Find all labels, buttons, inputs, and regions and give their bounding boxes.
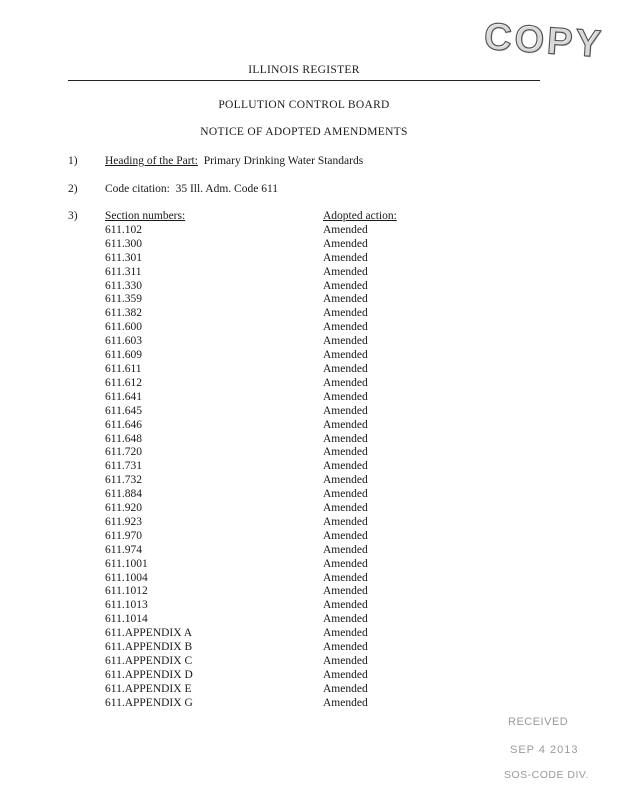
section-number: 611.970 (105, 529, 142, 542)
section-numbers-header: Section numbers: (105, 210, 186, 222)
adopted-action: Amended (323, 446, 368, 459)
section-number: 611.330 (105, 279, 142, 292)
section-number: 611.648 (105, 432, 142, 445)
section-number: 611.600 (105, 321, 142, 334)
adopted-action: Amended (323, 390, 368, 403)
section-number: 611.301 (105, 251, 142, 264)
section-number: 611.1013 (105, 599, 148, 612)
section-number: 611.APPENDIX B (105, 641, 193, 654)
section-list (105, 224, 193, 711)
item-label: Code citation: (105, 183, 170, 195)
notice-title: NOTICE OF ADOPTED AMENDMENTS (200, 126, 408, 138)
adopted-action: Amended (323, 557, 368, 570)
item-number: 1) (68, 155, 78, 167)
adopted-action: Amended (323, 223, 368, 236)
item-number: 3) (68, 210, 78, 222)
section-number: 611.311 (105, 265, 142, 278)
section-number: 611.300 (105, 237, 142, 250)
received-date: SEP 4 2013 (510, 744, 579, 756)
copy-stamp: COPY (482, 15, 606, 67)
adopted-action: Amended (323, 432, 368, 445)
section-number: 611.APPENDIX C (105, 655, 193, 667)
item-label: Heading of the Part: (105, 155, 198, 167)
section-number: 611.603 (105, 335, 142, 348)
adopted-action: Amended (323, 376, 368, 389)
section-number: 611.720 (105, 446, 142, 459)
adopted-action: Amended (323, 335, 368, 348)
section-number: 611.102 (105, 223, 142, 236)
adopted-action-header: Adopted action: (323, 210, 397, 222)
section-number: 611.1012 (105, 585, 148, 598)
adopted-action: Amended (323, 585, 368, 598)
section-number: 611.APPENDIX E (105, 682, 192, 695)
adopted-action: Amended (323, 668, 368, 681)
section-number: 611.382 (105, 307, 142, 320)
section-number: 611.884 (105, 488, 142, 501)
item-value: 35 Ill. Adm. Code 611 (175, 183, 279, 195)
adopted-action: Amended (323, 641, 368, 654)
adopted-action: Amended (323, 460, 368, 473)
section-number: 611.732 (105, 474, 142, 487)
section-number: 611.609 (105, 349, 142, 362)
received-stamp: RECEIVED (508, 716, 569, 728)
adopted-action: Amended (323, 571, 368, 584)
section-number: 611.612 (105, 376, 142, 389)
adopted-action: Amended (323, 655, 368, 667)
adopted-action: Amended (323, 349, 368, 362)
section-number: 611.923 (105, 515, 142, 528)
section-number: 611.974 (105, 543, 142, 556)
received-office: SOS-CODE DIV. (504, 769, 589, 781)
section-number: 611.1014 (105, 613, 148, 626)
adopted-action: Amended (323, 613, 368, 626)
section-number: 611.611 (105, 362, 142, 375)
item-number: 2) (68, 183, 78, 195)
header-rule (68, 80, 540, 81)
board-name: POLLUTION CONTROL BOARD (218, 99, 390, 111)
adopted-action: Amended (323, 307, 368, 320)
section-number: 611.645 (105, 404, 142, 417)
section-number: 611.920 (105, 502, 142, 515)
adopted-action: Amended (323, 237, 368, 250)
adopted-action: Amended (323, 627, 368, 640)
adopted-action: Amended (323, 502, 368, 515)
adopted-action: Amended (323, 418, 368, 431)
action-list (323, 224, 397, 711)
register-title: ILLINOIS REGISTER (248, 64, 360, 76)
adopted-action: Amended (323, 321, 368, 334)
adopted-action: Amended (323, 474, 368, 487)
section-number: 611.APPENDIX A (105, 627, 193, 640)
adopted-action: Amended (323, 696, 368, 709)
adopted-action: Amended (323, 543, 368, 556)
section-number: 611.1001 (105, 557, 148, 570)
adopted-action: Amended (323, 265, 368, 278)
adopted-action: Amended (323, 279, 368, 292)
adopted-action: Amended (323, 682, 368, 695)
item-value: Primary Drinking Water Standards (203, 155, 364, 167)
adopted-action: Amended (323, 362, 368, 375)
adopted-action: Amended (323, 515, 368, 528)
section-number: 611.359 (105, 293, 142, 306)
adopted-action: Amended (323, 404, 368, 417)
section-number: 611.APPENDIX D (105, 668, 193, 681)
section-number: 611.646 (105, 418, 142, 431)
adopted-action: Amended (323, 488, 368, 501)
adopted-action: Amended (323, 293, 368, 306)
section-number: 611.1004 (105, 571, 148, 584)
section-number: 611.641 (105, 390, 142, 403)
section-number: 611.APPENDIX G (105, 696, 193, 709)
section-numbers-column (105, 210, 193, 711)
adopted-action-column (323, 210, 397, 711)
adopted-action: Amended (323, 251, 368, 264)
adopted-action: Amended (323, 599, 368, 612)
adopted-action: Amended (323, 529, 368, 542)
section-number: 611.731 (105, 460, 142, 473)
